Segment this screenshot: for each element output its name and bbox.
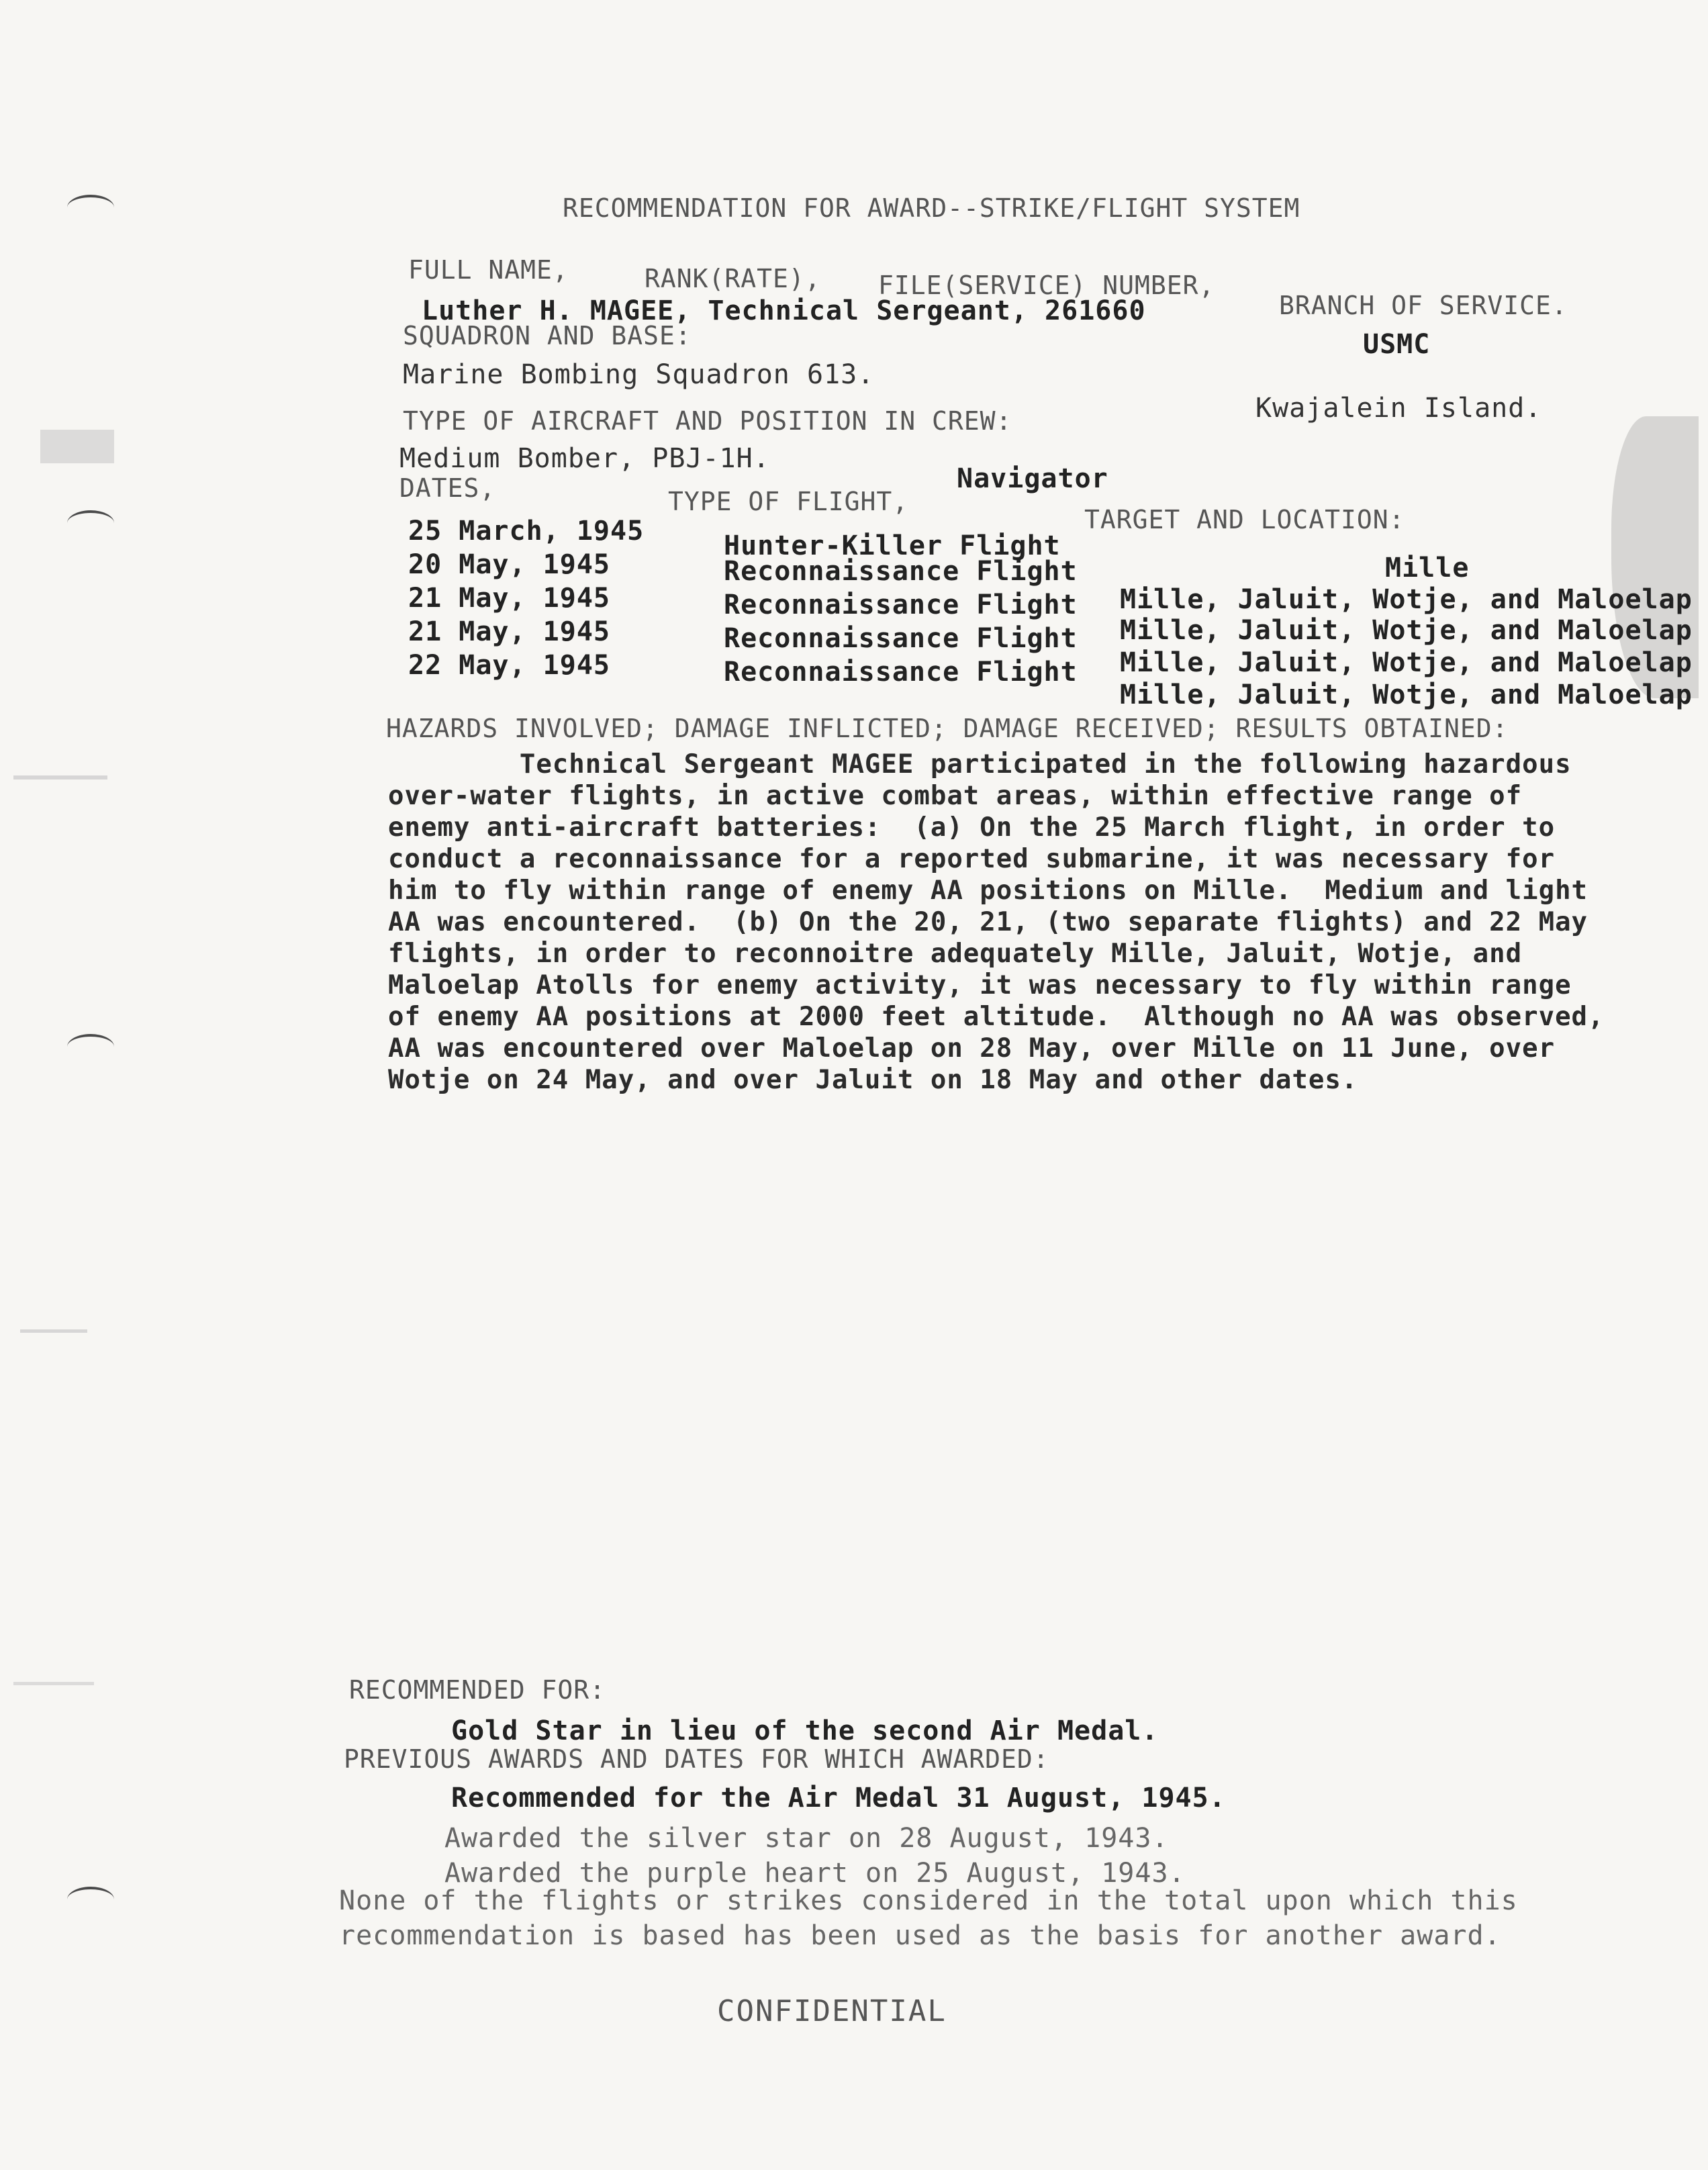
punch-hole-mark xyxy=(67,1887,114,1912)
flight-target: Mille xyxy=(1385,553,1470,583)
flight-type: Reconnaissance Flight xyxy=(724,556,1078,587)
statement-line: recommendation is based has been used as the basis for another award. xyxy=(339,1920,1501,1951)
punch-hole-mark xyxy=(67,1034,114,1059)
flight-date: 25 March, 1945 xyxy=(408,516,645,547)
flight-target: Mille, Jaluit, Wotje, and Maloelap xyxy=(1120,615,1693,646)
previous-award-3: Awarded the purple heart on 25 August, 1943. xyxy=(444,1858,1186,1889)
flight-type: Hunter-Killer Flight xyxy=(724,530,1061,561)
scan-mark xyxy=(13,1682,94,1685)
confidential-marking: CONFIDENTIAL xyxy=(717,1994,947,2028)
branch-value: USMC xyxy=(1363,329,1431,360)
document-title: RECOMMENDATION FOR AWARD--STRIKE/FLIGHT SYSTEM xyxy=(563,193,1300,223)
flight-date: 21 May, 1945 xyxy=(408,616,610,647)
position-value: Navigator xyxy=(957,463,1108,494)
scan-mark xyxy=(20,1329,87,1333)
flight-row xyxy=(408,650,1693,710)
flights-table xyxy=(408,516,1693,710)
label-dates: DATES, xyxy=(399,473,496,503)
aircraft-value: Medium Bomber, PBJ-1H. xyxy=(399,443,770,474)
flight-date: 20 May, 1945 xyxy=(408,549,610,580)
punch-hole-mark xyxy=(67,195,114,220)
label-squadron-base: SQUADRON AND BASE: xyxy=(403,321,692,350)
flight-type: Reconnaissance Flight xyxy=(724,623,1078,654)
label-target-location: TARGET AND LOCATION: xyxy=(1084,505,1405,534)
flight-type: Reconnaissance Flight xyxy=(724,589,1078,620)
statement-line: None of the flights or strikes considered in the total upon which this xyxy=(339,1885,1518,1916)
flight-target: Mille, Jaluit, Wotje, and Maloelap xyxy=(1120,584,1693,615)
base-value: Kwajalein Island. xyxy=(1255,393,1542,424)
flight-target: Mille, Jaluit, Wotje, and Maloelap xyxy=(1120,679,1693,710)
label-file-number: FILE(SERVICE) NUMBER, xyxy=(878,271,1215,300)
flight-row xyxy=(408,583,1693,646)
previous-award-1: Recommended for the Air Medal 31 August, 1945. xyxy=(451,1783,1226,1813)
narrative-line: of enemy AA positions at 2000 feet altitude. Although no AA was observed, xyxy=(388,1002,1605,1032)
narrative-line: over-water flights, in active combat areas, within effective range of xyxy=(388,781,1523,811)
flight-date: 22 May, 1945 xyxy=(408,650,610,681)
label-previous-awards: PREVIOUS AWARDS AND DATES FOR WHICH AWARDED: xyxy=(344,1744,1049,1774)
previous-award-2: Awarded the silver star on 28 August, 1943. xyxy=(444,1823,1169,1854)
label-full-name: FULL NAME, xyxy=(408,255,569,285)
punch-hole-mark xyxy=(67,510,114,536)
label-recommended-for: RECOMMENDED FOR: xyxy=(349,1675,606,1705)
label-hazards: HAZARDS INVOLVED; DAMAGE INFLICTED; DAMAGE RECEIVED; RESULTS OBTAINED: xyxy=(386,714,1509,743)
narrative-line: enemy anti-aircraft batteries: (a) On the 25 March flight, in order to xyxy=(388,812,1556,843)
flight-type: Reconnaissance Flight xyxy=(724,657,1078,688)
scan-mark xyxy=(13,775,107,780)
flight-date: 21 May, 1945 xyxy=(408,583,610,614)
narrative-line: Technical Sergeant MAGEE participated in the following hazardous xyxy=(388,749,1572,780)
label-type-of-flight: TYPE OF FLIGHT, xyxy=(668,487,909,516)
narrative-line: him to fly within range of enemy AA positions on Mille. Medium and light xyxy=(388,876,1588,906)
label-rank: RANK(RATE), xyxy=(645,264,821,293)
narrative-line: AA was encountered over Maloelap on 28 May, over Mille on 11 June, over xyxy=(388,1033,1556,1064)
label-branch: BRANCH OF SERVICE. xyxy=(1279,291,1568,320)
narrative-paragraph xyxy=(388,749,1605,1096)
narrative-line: AA was encountered. (b) On the 20, 21, (two separate flights) and 22 May xyxy=(388,907,1588,937)
label-aircraft-position: TYPE OF AIRCRAFT AND POSITION IN CREW: xyxy=(403,406,1012,436)
scan-smudge xyxy=(40,430,114,463)
narrative-line: conduct a reconnaissance for a reported submarine, it was necessary for xyxy=(388,844,1556,874)
narrative-line: Maloelap Atolls for enemy activity, it was necessary to fly within range xyxy=(388,970,1572,1000)
name-rank-number: Luther H. MAGEE, Technical Sergeant, 261660 xyxy=(422,295,1146,326)
squadron-value: Marine Bombing Squadron 613. xyxy=(403,359,875,390)
recommended-award: Gold Star in lieu of the second Air Medal. xyxy=(451,1715,1159,1746)
narrative-line: Wotje on 24 May, and over Jaluit on 18 May and other dates. xyxy=(388,1065,1358,1095)
narrative-line: flights, in order to reconnoitre adequately Mille, Jaluit, Wotje, and xyxy=(388,939,1523,969)
flight-target: Mille, Jaluit, Wotje, and Maloelap xyxy=(1120,647,1693,678)
